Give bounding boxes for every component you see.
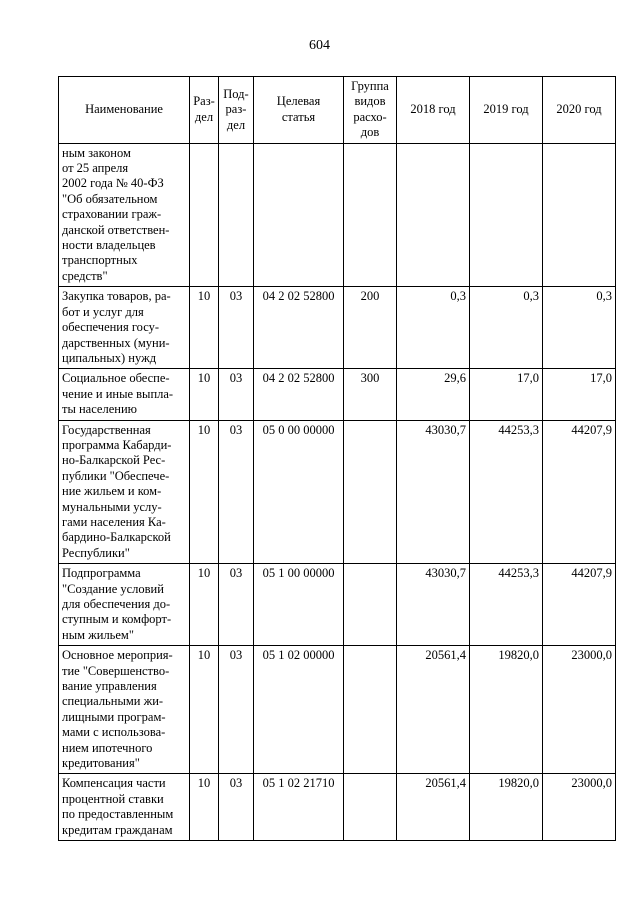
row-value-2019: 0,3 bbox=[470, 287, 543, 369]
row-expense-group bbox=[344, 774, 397, 841]
row-expense-group: 200 bbox=[344, 287, 397, 369]
row-subsection bbox=[219, 143, 254, 287]
row-name: Подпрограмма "Создание условий для обеспечения до- ступным и комфорт- ным жильем" bbox=[59, 564, 190, 646]
row-section: 10 bbox=[190, 646, 219, 774]
header-year-2020: 2020 год bbox=[543, 77, 616, 144]
row-value-2019: 19820,0 bbox=[470, 774, 543, 841]
row-section: 10 bbox=[190, 774, 219, 841]
table-row bbox=[59, 287, 616, 369]
row-value-2018: 29,6 bbox=[397, 369, 470, 420]
row-value-2020: 17,0 bbox=[543, 369, 616, 420]
row-target-item: 05 1 02 21710 bbox=[254, 774, 344, 841]
row-subsection: 03 bbox=[219, 564, 254, 646]
row-expense-group: 300 bbox=[344, 369, 397, 420]
row-value-2019 bbox=[470, 143, 543, 287]
row-expense-group bbox=[344, 646, 397, 774]
header-expense-group: Группа видов расхо- дов bbox=[344, 77, 397, 144]
row-section bbox=[190, 143, 219, 287]
row-section: 10 bbox=[190, 420, 219, 564]
row-value-2018: 20561,4 bbox=[397, 646, 470, 774]
row-section: 10 bbox=[190, 564, 219, 646]
budget-table bbox=[58, 76, 616, 841]
row-section: 10 bbox=[190, 287, 219, 369]
header-year-2018: 2018 год bbox=[397, 77, 470, 144]
row-value-2020: 0,3 bbox=[543, 287, 616, 369]
table-row bbox=[59, 774, 616, 841]
row-value-2018: 43030,7 bbox=[397, 420, 470, 564]
row-value-2019: 44253,3 bbox=[470, 420, 543, 564]
header-target-item: Целевая статья bbox=[254, 77, 344, 144]
row-subsection: 03 bbox=[219, 774, 254, 841]
row-target-item: 05 1 00 00000 bbox=[254, 564, 344, 646]
table-row bbox=[59, 143, 616, 287]
page-number: 604 bbox=[309, 38, 330, 53]
row-name: Социальное обеспе- чение и иные выпла- ты населению bbox=[59, 369, 190, 420]
row-value-2020: 23000,0 bbox=[543, 774, 616, 841]
row-name: Государственная программа Кабарди- но-Балкарской Рес- публики "Обеспече- ние жильем и ком- мунальными услу- гами населения Ка- бардино-Балкарской Республики" bbox=[59, 420, 190, 564]
row-target-item: 05 0 00 00000 bbox=[254, 420, 344, 564]
row-value-2020: 44207,9 bbox=[543, 564, 616, 646]
row-value-2018 bbox=[397, 143, 470, 287]
row-value-2018: 43030,7 bbox=[397, 564, 470, 646]
row-value-2018: 20561,4 bbox=[397, 774, 470, 841]
row-value-2020: 44207,9 bbox=[543, 420, 616, 564]
table-row bbox=[59, 646, 616, 774]
row-target-item bbox=[254, 143, 344, 287]
row-value-2019: 44253,3 bbox=[470, 564, 543, 646]
row-subsection: 03 bbox=[219, 646, 254, 774]
row-name: ным законом от 25 апреля 2002 года № 40-ФЗ "Об обязательном страховании граж- данской ответствен- ности владельцев транспортных средств" bbox=[59, 143, 190, 287]
header-subsection: Под- раз- дел bbox=[219, 77, 254, 144]
row-target-item: 04 2 02 52800 bbox=[254, 369, 344, 420]
row-section: 10 bbox=[190, 369, 219, 420]
header-year-2019: 2019 год bbox=[470, 77, 543, 144]
row-value-2020: 23000,0 bbox=[543, 646, 616, 774]
row-value-2020 bbox=[543, 143, 616, 287]
row-value-2019: 17,0 bbox=[470, 369, 543, 420]
row-expense-group bbox=[344, 564, 397, 646]
row-subsection: 03 bbox=[219, 287, 254, 369]
table-row bbox=[59, 420, 616, 564]
table-header-row bbox=[59, 77, 616, 144]
row-subsection: 03 bbox=[219, 369, 254, 420]
header-section: Раз- дел bbox=[190, 77, 219, 144]
row-subsection: 03 bbox=[219, 420, 254, 564]
row-name: Основное мероприя- тие "Совершенство- вание управления специальными жи- лищными програм- мами с использова- нием ипотечного кредитования" bbox=[59, 646, 190, 774]
row-value-2018: 0,3 bbox=[397, 287, 470, 369]
table-row bbox=[59, 564, 616, 646]
row-target-item: 04 2 02 52800 bbox=[254, 287, 344, 369]
row-value-2019: 19820,0 bbox=[470, 646, 543, 774]
row-expense-group bbox=[344, 420, 397, 564]
header-name: Наименование bbox=[59, 77, 190, 144]
row-name: Компенсация части процентной ставки по предоставленным кредитам гражданам bbox=[59, 774, 190, 841]
table-row bbox=[59, 369, 616, 420]
row-name: Закупка товаров, ра- бот и услуг для обеспечения госу- дарственных (муни- ципальных) нужд bbox=[59, 287, 190, 369]
row-target-item: 05 1 02 00000 bbox=[254, 646, 344, 774]
row-expense-group bbox=[344, 143, 397, 287]
